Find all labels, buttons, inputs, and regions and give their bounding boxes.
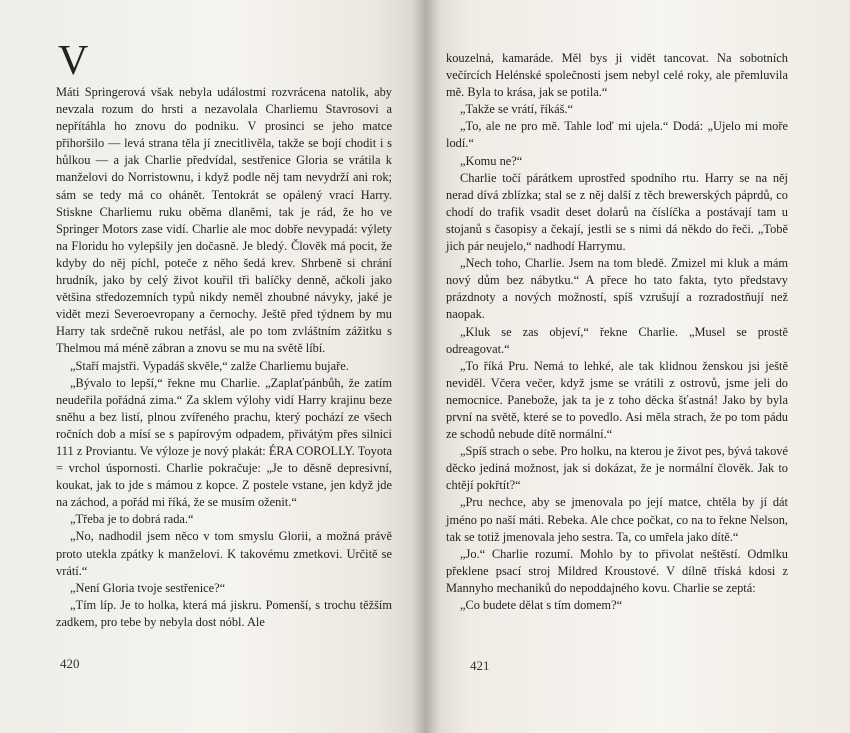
paragraph: „Spíš strach o sebe. Pro holku, na kterou je život pes, bývá takové děcko jediná možnost, jak si dokázat, že je normální člověk. Jak to chtějí pokřtít?“ xyxy=(446,444,788,493)
drop-cap: V xyxy=(58,38,89,84)
paragraph: „Nech toho, Charlie. Jsem na tom bledě. Zmizel mi kluk a mám nový dům bez nábytku.“ A přece ho tato fakta, tyto představy prázdnoty a nových možností, spíš vzrušují a rozradostňují než naopak. xyxy=(446,256,788,322)
right-page xyxy=(426,0,850,733)
paragraph: „To říká Pru. Nemá to lehké, ale tak klidnou ženskou jsi ještě neviděl. Včera večer, když jsme se vrátili z ostrovů, jsme jeli do nemocnice. Panebože, jak ta je z toho děcka šťastná! Jako by byla první na světě, které se to povedlo. Asi měla strach, že po tom pádu ze schodů nebude dítě normální.“ xyxy=(446,358,788,442)
paragraph: „Pru nechce, aby se jmenovala po její matce, chtěla by jí dát jméno po naší máti. Rebeka. Ale chce počkat, co na to řekne Nelson, tak se totiž jmenovala jeho sestra. Ta, co umřela jako dítě.“ xyxy=(446,495,788,544)
paragraph: „Kluk se zas objeví,“ řekne Charlie. „Musel se prostě odreagovat.“ xyxy=(446,324,788,356)
paragraph: „No, nadhodil jsem něco v tom smyslu Glorii, a možná právě proto utekla zpátky k manželovi. K takovému zmetkovi. Určitě se vrátí.“ xyxy=(56,529,392,578)
paragraph: „Bývalo to lepší,“ řekne mu Charlie. „Zaplaťpánbůh, že zatím neudeřila pořádná zima.“ Za sklem výlohy vidí Harry krajinu beze sněhu a bez listí, plnou zvířeného prachu, který pochází ze všech ročních dob a mísí se s papírovým odpadem, přivátým přes silnici 111 z Proviantu. Ve výloze je nový plakát: ÉRA COROLLY. Toyota = vrchol úspornosti. Charlie pokračuje: „Je to děsně depresivní, koukat, jak to jde s mámou z kopce. Z postele vstane, jen když jde na záchod, a pořád mi říká, že se musím oženit.“ xyxy=(56,375,392,510)
paragraph: kouzelná, kamaráde. Měl bys ji vidět tancovat. Na sobotních večírcích Helénské společnosti jsem nebyl celé roky, ale přemluvila mě. Byla to krása, jak se potila.“ xyxy=(446,51,788,100)
page-number: 420 xyxy=(60,656,80,671)
paragraph: „Třeba je to dobrá rada.“ xyxy=(70,512,194,527)
paragraph: „Komu ne?“ xyxy=(460,153,523,168)
paragraph: Máti Springerová však nebyla událostmi rozvrácena natolik, aby nevzala rozum do hrsti a nezavolala Charliemu Stavrosovi a nepřítáhla ho znovu do podniku. V prosinci se jeho matce přihoršilo — levá strana těla jí znecitlivěla, takže se bojí chodit i s hůlkou — a jak Charlie předvídal, sestřenice Gloria se vrátila k manželovi do Norristownu, i když podle něj tam nevydrží ani rok; sám se tedy má co ohánět. Tentokrát se opálený vrací Harry. Stiskne Charliemu ruku oběma dlaněmi, tak je rád, že ho ve Springer Motors zase vidí. Charlie ale moc dobře nevypadá: výlety na Floridu ho vylepšily jen dočasně. Je bledý. Člověk má pocit, že kdyby do něj píchl, poteče z něho šedá krev. Shrbeně si chrání hrudník, jako by celý život kouřil tři balíčky denně, ačkoli jako většina středozemních typů nikdy neměl zhoubné návyky, jaké je vidět mezi Severoevropany a černochy. Ještě před týdnem by mu Harry tak srdečně rukou netřásl, ale po tom zvláštním zážitku s Thelmou má méně zábran a znovu se mu na světě líbí. xyxy=(56,85,392,356)
right-page-text xyxy=(446,50,788,614)
paragraph: „Co budete dělat s tím domem?“ xyxy=(460,598,623,612)
paragraph: Charlie točí párátkem uprostřed spodního rtu. Harry se na něj nerad dívá zblízka; stal se z něj další z těch brewerských páprdů, co chodí do trafik vsadit deset dolarů na číslíčka a postávají tam u stojanů s časopisy a čekají, jestli se s nimi dá někdo do řeči. „Tobě jich pár neujelo,“ nadhodí Harrymu. xyxy=(446,170,788,254)
paragraph: „Tím líp. Je to holka, která má jiskru. Pomenší, s trochu těžším zadkem, pro tebe by nebyla dost nóbl. Ale xyxy=(56,597,392,629)
left-page-text xyxy=(56,84,392,631)
paragraph: „Není Gloria tvoje sestřenice?“ xyxy=(70,580,226,595)
paragraph: „To, ale ne pro mě. Tahle loď mi ujela.“ Dodá: „Ujelo mi moře lodí.“ xyxy=(446,119,788,151)
paragraph: „Takže se vrátí, říkáš.“ xyxy=(460,102,573,117)
page-number: 421 xyxy=(470,658,490,673)
paragraph: „Jo.“ Charlie rozumí. Mohlo by to přivolat neštěstí. Odmlku překlene psací stroj Mildred Kroustové. V dílně tříská kdosi z Mannyho mechaniků do nepoddajného kovu. Charlie se zeptá: xyxy=(446,546,788,595)
paragraph: „Staří majstři. Vypadáš skvěle,“ zalže Charliemu bujaře. xyxy=(70,358,349,373)
